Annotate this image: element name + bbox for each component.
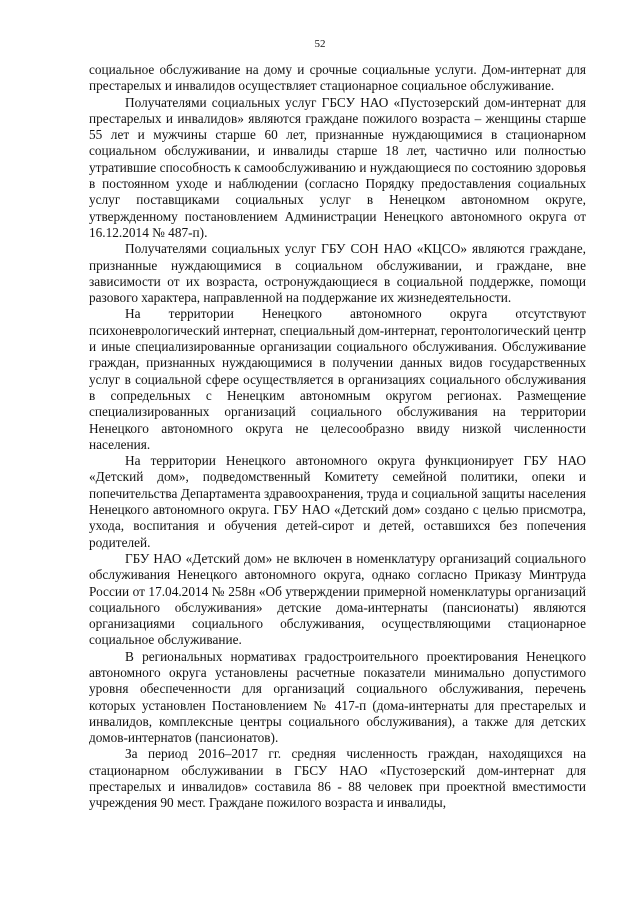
document-body bbox=[89, 62, 586, 812]
paragraph-regional-norms: В региональных нормативах градостроительного проектирования Ненецкого автономного округа установлены расчетные показатели минимально допустимого уровня обеспеченности для организаций социального обслуживания, перечень которых установлен Постановлением № 417-п (дома-интернаты для престарелых и инвалидов, комплексные центры социального обслуживания), а также для детских домов-интернатов (пансионатов). bbox=[89, 648, 586, 746]
paragraph-kcso-recipients: Получателями социальных услуг ГБУ СОН НАО «КЦСО» являются граждане, признанные нуждающимися в социальном обслуживании, и граждане, вне зависимости от их возраста, остронуждающиеся в социальной поддержке, помощи разового характера, направленной на поддержание их жизнедеятельности. bbox=[89, 241, 586, 306]
page-number: 52 bbox=[314, 38, 326, 50]
paragraph-missing-institutions: На территории Ненецкого автономного округа отсутствуют психоневрологический интернат, специальный дом-интернат, геронтологический центр и иные специализированные организации социального обслуживания. Обслуживание граждан, признанных нуждающимися в получении данных видов государственных услуг в социальной сфере осуществляется в организациях социального обслуживания в сопредельных с Ненецким автономным округом регионах. Размещение специализированных организаций социального обслуживания на территории Ненецкого автономного округа не целесообразно ввиду низкой численности населения. bbox=[89, 306, 586, 452]
paragraph-continuation: социальное обслуживание на дому и срочные социальные услуги. Дом-интернат для престарелых и инвалидов осуществляет стационарное социальное обслуживание. bbox=[89, 62, 586, 94]
paragraph-orphanage: На территории Ненецкого автономного округа функционирует ГБУ НАО «Детский дом», подведомственный Комитету семейной политики, опеки и попечительства Департамента здравоохранения, труда и социальной защиты населения Ненецкого автономного округа. ГБУ НАО «Детский дом» создано с целью присмотра, ухода, воспитания и обучения детей-сирот и детей, оставшихся без попечения родителей. bbox=[89, 453, 586, 550]
paragraph-pustozersky-recipients: Получателями социальных услуг ГБСУ НАО «Пустозерский дом-интернат для престарелых и инвалидов» являются граждане пожилого возраста – женщины старше 55 лет и мужчины старше 60 лет, признанные нуждающимися в стационарном социальном обслуживании, и инвалиды старше 18 лет, частично или полностью утратившие способность к самообслуживанию и нуждающиеся по состоянию здоровья в постоянном уходе и наблюдении (согласно Порядку предоставления социальных услуг поставщиками социальных услуг в Ненецком автономном округе, утвержденному постановлением Администрации Ненецкого автономного округа от 16.12.2014 № 487-п). bbox=[89, 94, 586, 240]
paragraph-orphanage-nomenclature: ГБУ НАО «Детский дом» не включен в номенклатуру организаций социального обслуживания Ненецкого автономного округа, однако согласно Приказу Минтруда России от 17.04.2014 № 258н «Об утверждении примерной номенклатуры организаций социального обслуживания» детские дома-интернаты (пансионаты) являются организациями социального обслуживания, осуществляющими стационарное социальное обслуживание. bbox=[89, 550, 586, 648]
paragraph-occupancy-2016-2017: За период 2016–2017 гг. средняя численность граждан, находящихся на стационарном обслуживании в ГБСУ НАО «Пустозерский дом-интернат для престарелых и инвалидов» составила 86 - 88 человек при проектной вместимости учреждения 90 мест. Граждане пожилого возраста и инвалиды, bbox=[89, 746, 586, 811]
